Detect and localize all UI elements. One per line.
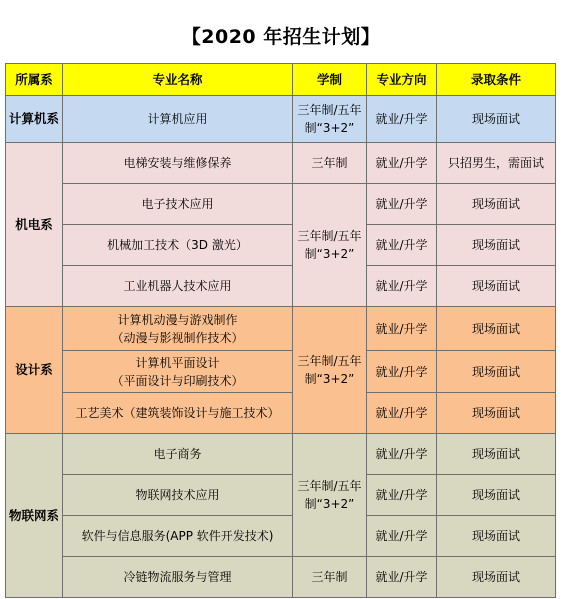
major-cell: 工艺美术（建筑装饰设计与施工技术） xyxy=(63,393,293,434)
header-duration: 学制 xyxy=(293,64,367,96)
direction-cell: 就业/升学 xyxy=(367,143,437,184)
direction-cell: 就业/升学 xyxy=(367,225,437,266)
table-row xyxy=(6,475,556,516)
table-row xyxy=(6,96,556,143)
direction-cell: 就业/升学 xyxy=(367,184,437,225)
major-cell: 电子商务 xyxy=(63,434,293,475)
major-cell: 计算机动漫与游戏制作 （动漫与影视制作技术） xyxy=(63,307,293,351)
header-department: 所属系 xyxy=(6,64,63,96)
admission-cell: 现场面试 xyxy=(437,266,556,307)
admission-cell: 只招男生，需面试 xyxy=(437,143,556,184)
major-cell: 工业机器人技术应用 xyxy=(63,266,293,307)
header-major: 专业名称 xyxy=(63,64,293,96)
department-cell: 物联网系 xyxy=(6,434,63,598)
table-row xyxy=(6,393,556,434)
direction-cell: 就业/升学 xyxy=(367,351,437,393)
department-cell: 设计系 xyxy=(6,307,63,434)
major-cell: 软件与信息服务(APP 软件开发技术) xyxy=(63,516,293,557)
page-title: 【2020 年招生计划】 xyxy=(181,26,381,48)
duration-cell: 三年制/五年 制“3+2” xyxy=(293,434,367,557)
header-direction: 专业方向 xyxy=(367,64,437,96)
duration-cell: 三年制 xyxy=(293,143,367,184)
direction-cell: 就业/升学 xyxy=(367,516,437,557)
department-cell: 计算机系 xyxy=(6,96,63,143)
major-cell: 计算机平面设计 （平面设计与印刷技术） xyxy=(63,351,293,393)
department-cell: 机电系 xyxy=(6,143,63,307)
major-cell: 电子技术应用 xyxy=(63,184,293,225)
direction-cell: 就业/升学 xyxy=(367,475,437,516)
table-row xyxy=(6,184,556,225)
admission-cell: 现场面试 xyxy=(437,184,556,225)
duration-cell: 三年制/五年 制“3+2” xyxy=(293,307,367,434)
table-row xyxy=(6,307,556,351)
admission-cell: 现场面试 xyxy=(437,351,556,393)
major-cell: 冷链物流服务与管理 xyxy=(63,557,293,598)
direction-cell: 就业/升学 xyxy=(367,557,437,598)
direction-cell: 就业/升学 xyxy=(367,393,437,434)
admission-cell: 现场面试 xyxy=(437,434,556,475)
admission-cell: 现场面试 xyxy=(437,307,556,351)
table-row xyxy=(6,351,556,393)
admission-cell: 现场面试 xyxy=(437,393,556,434)
admission-cell: 现场面试 xyxy=(437,516,556,557)
table-row xyxy=(6,434,556,475)
table-row xyxy=(6,516,556,557)
admission-cell: 现场面试 xyxy=(437,557,556,598)
admission-cell: 现场面试 xyxy=(437,475,556,516)
duration-cell: 三年制/五年 制“3+2” xyxy=(293,184,367,307)
duration-cell: 三年制/五年 制“3+2” xyxy=(293,96,367,143)
table-row xyxy=(6,225,556,266)
table-row xyxy=(6,143,556,184)
table-row xyxy=(6,557,556,598)
admission-cell: 现场面试 xyxy=(437,225,556,266)
enrollment-plan-table xyxy=(5,63,556,598)
major-cell: 计算机应用 xyxy=(63,96,293,143)
table-row xyxy=(6,266,556,307)
major-cell: 物联网技术应用 xyxy=(63,475,293,516)
direction-cell: 就业/升学 xyxy=(367,307,437,351)
header-admission: 录取条件 xyxy=(437,64,556,96)
duration-cell: 三年制 xyxy=(293,557,367,598)
major-cell: 电梯安装与维修保养 xyxy=(63,143,293,184)
table-header-row xyxy=(6,64,556,96)
direction-cell: 就业/升学 xyxy=(367,96,437,143)
direction-cell: 就业/升学 xyxy=(367,266,437,307)
admission-cell: 现场面试 xyxy=(437,96,556,143)
major-cell: 机械加工技术（3D 激光） xyxy=(63,225,293,266)
direction-cell: 就业/升学 xyxy=(367,434,437,475)
